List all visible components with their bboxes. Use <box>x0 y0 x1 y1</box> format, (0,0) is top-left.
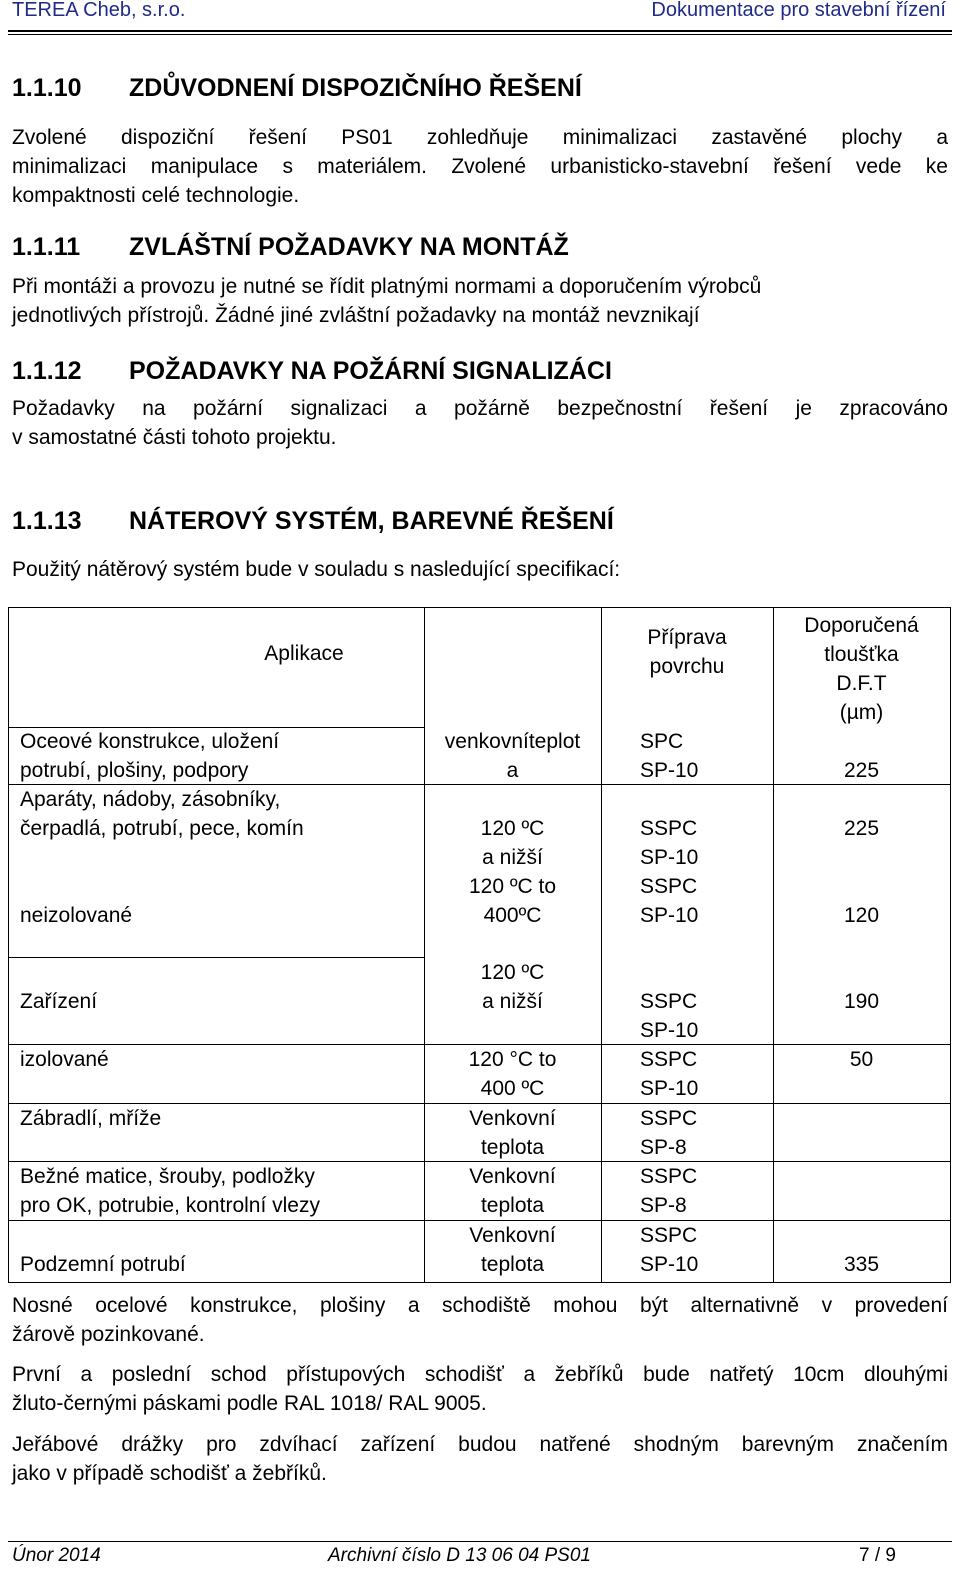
row-app: Podzemní potrubí <box>20 1253 186 1276</box>
header-tloustka: Doporučená tloušťka D.F.T (µm) <box>804 614 919 724</box>
section-text-1-1-11 <box>12 272 948 330</box>
row-dft: 120 <box>843 904 880 927</box>
row-temp: 120 ºC a nižší <box>480 961 545 1013</box>
footer-archive: Archivní číslo D 13 06 04 PS01 <box>328 1545 591 1566</box>
section-text-1-1-13 <box>12 555 948 584</box>
section-number: 1.1.11 <box>12 233 81 261</box>
row-temp: 120 °C to 400 ºC <box>468 1048 557 1100</box>
header-doc-title: Dokumentace pro stavební řízení <box>651 0 946 21</box>
table-rule <box>9 957 424 958</box>
paragraph <box>12 1360 948 1418</box>
row-prep: SSPC SP-8 <box>640 1107 698 1159</box>
footer-rule <box>8 1541 952 1542</box>
text-line: kompaktnosti celé technologie. <box>12 184 300 207</box>
row-app: izolované <box>20 1048 109 1071</box>
row-prep: SSPC SP-10 <box>640 990 699 1042</box>
section-title: NÁTEROVÝ SYSTÉM, BAREVNÉ ŘEŠENÍ <box>129 507 614 535</box>
section-text-1-1-12 <box>12 394 948 452</box>
row-app: Bežné matice, šrouby, podložky pro OK, potrubie, kontrolní vlezy <box>20 1165 320 1217</box>
section-title: POŽADAVKY NA POŽÁRNÍ SIGNALIZÁCI <box>129 357 612 385</box>
footer-page-number: 7 / 9 <box>859 1545 896 1566</box>
row-temp: 120 ºC to 400ºC <box>468 875 557 927</box>
text-line: minimalizaci manipulace s materiálem. Zvolené urbanisticko-stavební řešení vede ke <box>12 155 948 178</box>
row-prep: SSPC SP-10 <box>640 817 699 869</box>
header-rule-thin <box>8 34 952 35</box>
text-line: První a poslední schod přístupových schodišť a žebříků bude natřetý 10cm dlouhými <box>12 1363 948 1386</box>
section-number: 1.1.13 <box>12 507 82 535</box>
text-line: Nosné ocelové konstrukce, plošiny a schodiště mohou být alternativně v provedení <box>12 1294 948 1317</box>
text-line: jednotlivých přístrojů. Žádné jiné zvláštní požadavky na montáž nevznikají <box>12 304 700 327</box>
section-title: ZDŮVODNENÍ DISPOZIČNÍHO ŘEŠENÍ <box>129 74 582 102</box>
row-temp: venkovníteplot a <box>444 730 581 782</box>
section-number: 1.1.10 <box>12 74 82 102</box>
text-line: Zvolené dispoziční řešení PS01 zohledňuje minimalizaci zastavěné plochy a <box>12 126 948 149</box>
row-app: neizolované <box>20 904 133 927</box>
row-app: Zábradlí, mříže <box>20 1107 162 1130</box>
text-line: žluto-černými páskami podle RAL 1018/ RAL 9005. <box>12 1392 487 1415</box>
text-line: jako v případě schodišť a žebříků. <box>12 1462 327 1485</box>
row-temp: Venkovní teplota <box>469 1224 556 1276</box>
text-line: žárově pozinkované. <box>12 1323 205 1346</box>
row-temp: Venkovní teplota <box>469 1107 556 1159</box>
row-dft: 225 <box>843 759 880 782</box>
row-dft: 335 <box>843 1253 880 1276</box>
footer-date: Únor 2014 <box>12 1545 101 1566</box>
row-dft: 50 <box>849 1048 874 1071</box>
header-company: TEREA Cheb, s.r.o. <box>12 0 186 21</box>
section-heading-1-1-11 <box>12 232 569 262</box>
header-aplikace: Aplikace <box>264 642 344 665</box>
paragraph <box>12 1430 948 1488</box>
section-heading-1-1-13 <box>12 506 614 536</box>
text-line: Jeřábové drážky pro zdvíhací zařízení budou natřené shodným barevným značením <box>12 1433 948 1456</box>
text-line: Použitý nátěrový systém bude v souladu s nasledující specifikací: <box>12 558 621 581</box>
row-app: Zařízení <box>20 990 98 1013</box>
row-prep: SSPC SP-10 <box>640 1048 699 1100</box>
section-heading-1-1-10 <box>12 73 582 103</box>
paragraph <box>12 1291 948 1349</box>
row-prep: SSPC SP-10 <box>640 1224 699 1276</box>
section-heading-1-1-12 <box>12 356 612 386</box>
row-temp: Venkovní teplota <box>469 1165 556 1217</box>
header-rule <box>8 30 952 32</box>
row-prep: SSPC SP-10 <box>640 875 699 927</box>
row-temp: 120 ºC a nižší <box>480 817 545 869</box>
text-line: Požadavky na požární signalizaci a požárně bezpečnostní řešení je zpracováno <box>12 397 948 420</box>
row-app: Oceové konstrukce, uložení potrubí, plošiny, podpory <box>20 730 280 782</box>
row-dft: 190 <box>843 990 880 1013</box>
row-prep: SPC SP-10 <box>640 730 699 782</box>
text-line: Při montáži a provozu je nutné se řídit platnými normami a doporučením výrobců <box>12 275 762 298</box>
section-number: 1.1.12 <box>12 357 82 385</box>
row-prep: SSPC SP-8 <box>640 1165 698 1217</box>
row-app: Aparáty, nádoby, zásobníky, čerpadlá, potrubí, pece, komín <box>20 788 304 840</box>
header-priprava: Příprava povrchu <box>647 626 727 678</box>
text-line: v samostatné části tohoto projektu. <box>12 426 337 449</box>
section-title: ZVLÁŠTNÍ POŽADAVKY NA MONTÁŽ <box>129 233 569 261</box>
row-dft: 225 <box>843 817 880 840</box>
coating-table <box>8 607 951 1283</box>
section-text-1-1-10 <box>12 123 948 210</box>
table-rule <box>601 608 602 1282</box>
